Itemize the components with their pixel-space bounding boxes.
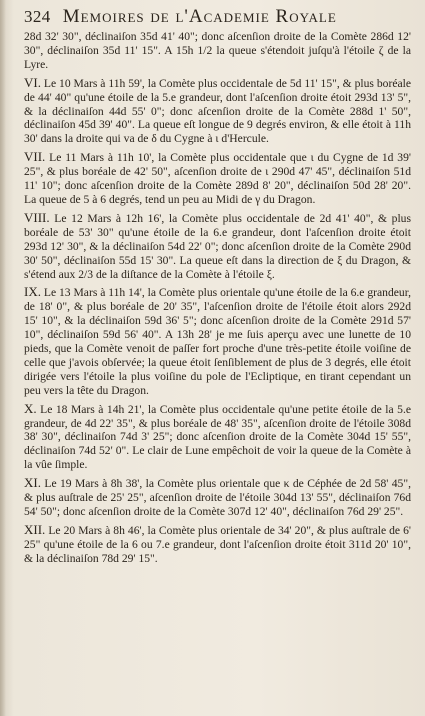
paragraph-section-xi: [24, 476, 411, 519]
section-label: XI.: [24, 475, 41, 491]
page-number: 324: [24, 7, 51, 26]
paragraph-section-vii: [24, 150, 411, 207]
paragraph-text: 28d 32' 30", déclinaiſon 35d 41' 40"; donc aſcenſion droite de la Comète 286d 12' 30", déclinaiſon 35d 11' 15". A 15h 1/2 la queue s'étendoit juſqu'à l'étoile ζ de la Lyre.: [24, 30, 411, 71]
paragraph-text: Le 13 Mars à 11h 14', la Comète plus orientale qu'une étoile de la 6.e grandeur, de 18' 0", & plus boréale de 20' 35", l'aſcenſion droite de l'étoile étoit alors 292d 15' 10", & la déclinaiſon 59d 36' 5"; donc aſcenſion droite de la Comète 291d 57' 10", déclinaiſon 59d 56' 40". A 13h 28' je me ſuis aperçu avec une lunette de 10 pieds, que la Comète venoit de paſſer fort proche d'une très-petite étoile voiſine de celle que j'avois obſervée; la queue étoit ſenſiblement de plus de 3 degrés, elle étoit dirigée vers l'étoile la plus voiſine du pole de l'Ecliptique, en tirant cependant un peu vers la tête du Dragon.: [24, 286, 411, 397]
running-title: Memoires de l'Academie Royale: [62, 6, 337, 27]
paragraph-text: Le 10 Mars à 11h 59', la Comète plus occidentale de 5d 11' 15", & plus boréale de 44' 40" qu'une étoile de la 5.e grandeur, dont l'aſcenſion droite étoit 293d 13' 5", & la déclinaiſon 44d 55' 0"; donc aſcenſion droite de la Comète 288d 1' 50", déclinaiſon 45d 39' 40". La queue eſt longue de 9 degrés environ, & elle étoit à 11h 30' dans la droite qui va de δ du Cygne à ι d'Hercule.: [24, 76, 411, 146]
paragraph-section-vi: [24, 76, 411, 147]
section-label: XII.: [24, 521, 46, 537]
paragraph-section-ix: [24, 285, 411, 397]
running-header: [24, 6, 411, 28]
paragraph-text: Le 18 Mars à 14h 21', la Comète plus occidentale qu'une petite étoile de la 5.e grandeur, de 4d 22' 35", & plus boréale de 48' 35", aſcenſion droite de l'étoile 308d 38' 30", déclinaiſon 74d 3' 25"; donc aſcenſion droite de la Comète 304d 15' 55", déclinaiſon 74d 52' 0". Le clair de Lune empêchoit de voir la queue de la Comète à la vûe ſimple.: [24, 402, 411, 472]
paragraph-text: Le 19 Mars à 8h 38', la Comète plus orientale que κ de Céphée de 2d 58' 45", & plus auſtrale de 25' 25", aſcenſion droite de l'étoile 304d 13' 55", déclinaiſon 76d 54' 50"; donc aſcenſion droite de la Comète 307d 12' 40", déclinaiſon 76d 29' 25".: [24, 477, 411, 518]
section-label: X.: [24, 400, 37, 416]
paragraph-section-x: [24, 402, 411, 473]
paragraph-text: Le 12 Mars à 12h 16', la Comète plus occidentale de 2d 41' 40", & plus boréale de 53' 30" qu'une étoile de la 6.e grandeur, dont l'aſcenſion droite étoit 293d 12' 30", & la déclinaiſon 54d 22' 0"; donc aſcenſion droite de la Comète 290d 30' 50", déclinaiſon 55d 15' 30". La queue eſt dans la direction de ξ du Dragon, & s'étend aux 2/3 de la diſtance de la Comète à l'étoile ξ.: [24, 211, 411, 281]
section-label: IX.: [24, 284, 41, 300]
paragraph-continuation: [24, 30, 411, 72]
paragraph-text: Le 11 Mars à 11h 10', la Comète plus occidentale que ι du Cygne de 1d 39' 25", & plus boréale de 42' 50", aſcenſion droite de ι 290d 47' 45", déclinaiſon 51d 11' 10"; donc aſcenſion droite de la Comète 289d 8' 20", déclinaiſon 50d 28' 20". La queue de 5 à 6 degrés, tend un peu au Midi de γ du Dragon.: [24, 151, 411, 206]
page-gutter-shadow: [0, 0, 6, 716]
section-label: VI.: [24, 74, 41, 90]
section-label: VII.: [24, 149, 46, 165]
paragraph-text: Le 20 Mars à 8h 46', la Comète plus orientale de 34' 20", & plus auſtrale de 6' 25" qu'une étoile de la 6 ou 7.e grandeur, dont l'aſcenſion droite étoit 311d 20' 10", & la déclinaiſon 78d 29' 15".: [24, 523, 411, 565]
section-label: VIII.: [24, 209, 50, 225]
paragraph-section-xii: [24, 523, 411, 566]
paragraph-section-viii: [24, 211, 411, 282]
page-body: [24, 30, 411, 566]
